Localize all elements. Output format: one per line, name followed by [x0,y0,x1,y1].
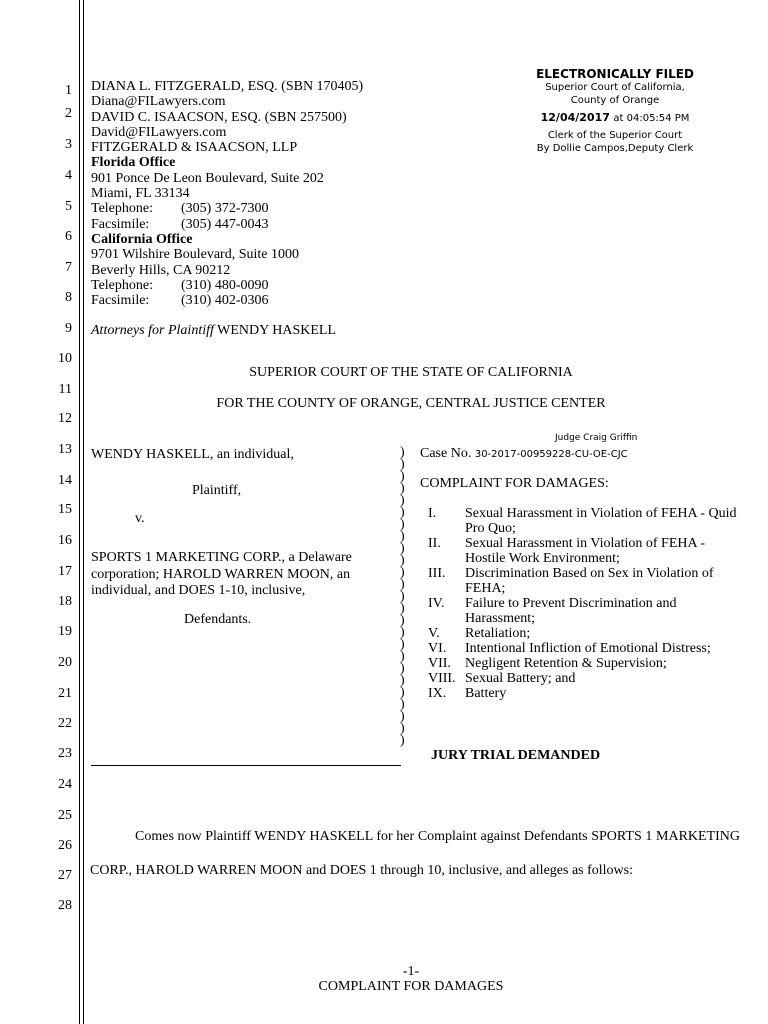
line-number: 4 [65,168,72,183]
florida-facsimile [91,217,363,232]
line-number: 7 [65,260,72,275]
california-telephone-number: (310) 480-0090 [181,277,269,293]
footer-title: COMPLAINT FOR DAMAGES [318,979,504,994]
filing-stamp [520,67,710,155]
cause-of-action [420,641,740,656]
plaintiff-name: WENDY HASKELL, an individual, [91,447,294,462]
line-number: 11 [58,382,72,397]
line-number: 16 [58,533,72,548]
client-name: WENDY HASKELL [217,323,336,338]
cause-of-action [420,566,740,596]
cause-of-action-number: VI. [428,641,447,656]
line-number: 13 [58,442,72,457]
line-number: 8 [65,290,72,305]
attorney-2: DAVID C. ISAACSON, ESQ. (SBN 257500) [91,109,347,125]
cause-of-action-number: VIII. [428,671,456,686]
line-number: 15 [58,502,72,517]
attorney-1: DIANA L. FITZGERALD, ESQ. (SBN 170405) [91,79,364,94]
line-number: 6 [65,229,72,244]
cause-of-action-number: III. [428,566,446,581]
line-number: 14 [58,473,72,488]
attorney-2-email: David@FILawyers.com [91,124,227,140]
california-telephone-label: Telephone: [91,277,153,293]
florida-telephone [91,201,363,216]
california-facsimile [91,293,363,308]
line-number: 23 [58,746,72,761]
cause-of-action [420,596,740,626]
cause-of-action-number: V. [428,626,440,641]
stamp-by: By Dollie Campos,Deputy Clerk [536,143,694,154]
causes-of-action-list [420,506,740,701]
line-number: 26 [58,838,72,853]
stamp-time: at 04:05:54 PM [613,113,690,124]
defendants-line-3: individual, and DOES 1-10, inclusive, [91,583,306,598]
line-number: 1 [65,83,72,98]
line-number: 27 [58,868,72,883]
florida-address-1: 901 Ponce De Leon Boulevard, Suite 202 [91,170,324,186]
line-number: 5 [65,199,72,214]
stamp-county: County of Orange [570,95,660,106]
cause-of-action-number: VII. [428,656,451,671]
page-number: -1- [402,964,420,979]
line-number: 12 [58,411,72,426]
line-number: 28 [58,898,72,913]
california-address-1: 9701 Wilshire Boulevard, Suite 1000 [91,247,299,263]
florida-facsimile-number: (305) 447-0043 [181,216,269,232]
california-address-2: Beverly Hills, CA 90212 [91,262,231,278]
line-number: 10 [58,351,72,366]
defendants-line-2: corporation; HAROLD WARREN MOON, an [91,567,351,582]
cause-of-action [420,656,740,671]
stamp-court: Superior Court of California, [545,82,685,93]
cause-of-action [420,536,740,566]
counsel-block [91,79,363,308]
judge-stamp: Judge Craig Griffin [555,433,638,443]
court-title-line-1: SUPERIOR COURT OF THE STATE OF CALIFORNIA [249,365,573,380]
line-number: 9 [65,321,72,336]
cause-of-action-text: Sexual Harassment in Violation of FEHA - Hostile Work Environment; [465,536,705,566]
cause-of-action-text: Negligent Retention & Supervision; [465,656,667,671]
plaintiff-label: Plaintiff, [192,483,242,498]
line-number: 18 [58,594,72,609]
defendants-label: Defendants. [184,612,252,627]
case-number-label: Case No. [420,446,472,461]
florida-telephone-number: (305) 372-7300 [181,201,269,217]
line-number: 21 [58,686,72,701]
firm-name: FITZGERALD & ISAACSON, LLP [91,140,298,156]
california-facsimile-number: (310) 402-0306 [181,293,269,309]
defendants-line-1: SPORTS 1 MARKETING CORP., a Delaware [91,550,352,565]
cause-of-action-number: II. [428,536,441,551]
case-number-line [420,446,628,462]
cause-of-action-text: Discrimination Based on Sex in Violation of FEHA; [465,566,714,596]
stamp-clerk: Clerk of the Superior Court [547,130,683,141]
line-number: 20 [58,655,72,670]
cause-of-action [420,506,740,536]
cause-of-action-text: Retaliation; [465,626,531,641]
case-number: 30-2017-00959228-CU-OE-CJC [474,449,628,460]
california-facsimile-label: Facsimile: [91,293,150,309]
cause-of-action-number: I. [428,506,437,521]
complaint-title: COMPLAINT FOR DAMAGES: [420,476,609,491]
intro-text: Comes now Plaintiff WENDY HASKELL for her Complaint against Defendants SPORTS 1 MARKETING CORP., HAROLD WARREN MOON and DOES 1 through 10, inclusive, and alleges as follows: [90,829,740,878]
jury-demand: JURY TRIAL DEMANDED [431,748,601,763]
cause-of-action-text: Intentional Infliction of Emotional Distress; [465,641,711,656]
line-number: 22 [58,716,72,731]
cause-of-action-text: Sexual Harassment in Violation of FEHA - Quid Pro Quo; [465,506,737,536]
intro-paragraph [90,820,740,888]
cause-of-action-number: IX. [428,686,447,701]
florida-address-2: Miami, FL 33134 [91,186,190,202]
cause-of-action [420,671,740,686]
cause-of-action-text: Sexual Battery; and [465,671,576,686]
attorneys-for-line [91,323,336,338]
attorneys-for-label: Attorneys for Plaintiff [91,323,214,338]
stamp-datetime [520,108,710,129]
california-office-heading: California Office [91,231,193,247]
stamp-date: 12/04/2017 [540,111,610,124]
line-number: 24 [58,777,72,792]
left-margin-rule-outer [79,0,80,1024]
line-number: 2 [65,106,72,121]
line-number: 3 [65,137,72,152]
cause-of-action [420,626,740,641]
caption-underline [91,765,401,766]
caption-parentheses: ) ) ) ) ) ) ) ) ) ) ) ) ) ) ) ) ) ) ) ) ) ) ) ) ) [400,445,405,748]
florida-facsimile-label: Facsimile: [91,216,150,232]
cause-of-action-number: IV. [428,596,445,611]
court-title-line-2: FOR THE COUNTY OF ORANGE, CENTRAL JUSTICE CENTER [216,396,606,411]
line-number: 25 [58,808,72,823]
california-telephone [91,278,363,293]
stamp-title: ELECTRONICALLY FILED [536,67,694,81]
line-number: 17 [58,564,72,579]
left-margin-rule-inner [83,0,84,1024]
florida-telephone-label: Telephone: [91,201,153,217]
cause-of-action-text: Battery [465,686,507,701]
cause-of-action [420,686,740,701]
versus: v. [135,511,145,526]
attorney-1-email: Diana@FILawyers.com [91,94,226,110]
line-number: 19 [58,624,72,639]
cause-of-action-text: Failure to Prevent Discrimination and Harassment; [465,596,677,626]
florida-office-heading: Florida Office [91,155,176,171]
